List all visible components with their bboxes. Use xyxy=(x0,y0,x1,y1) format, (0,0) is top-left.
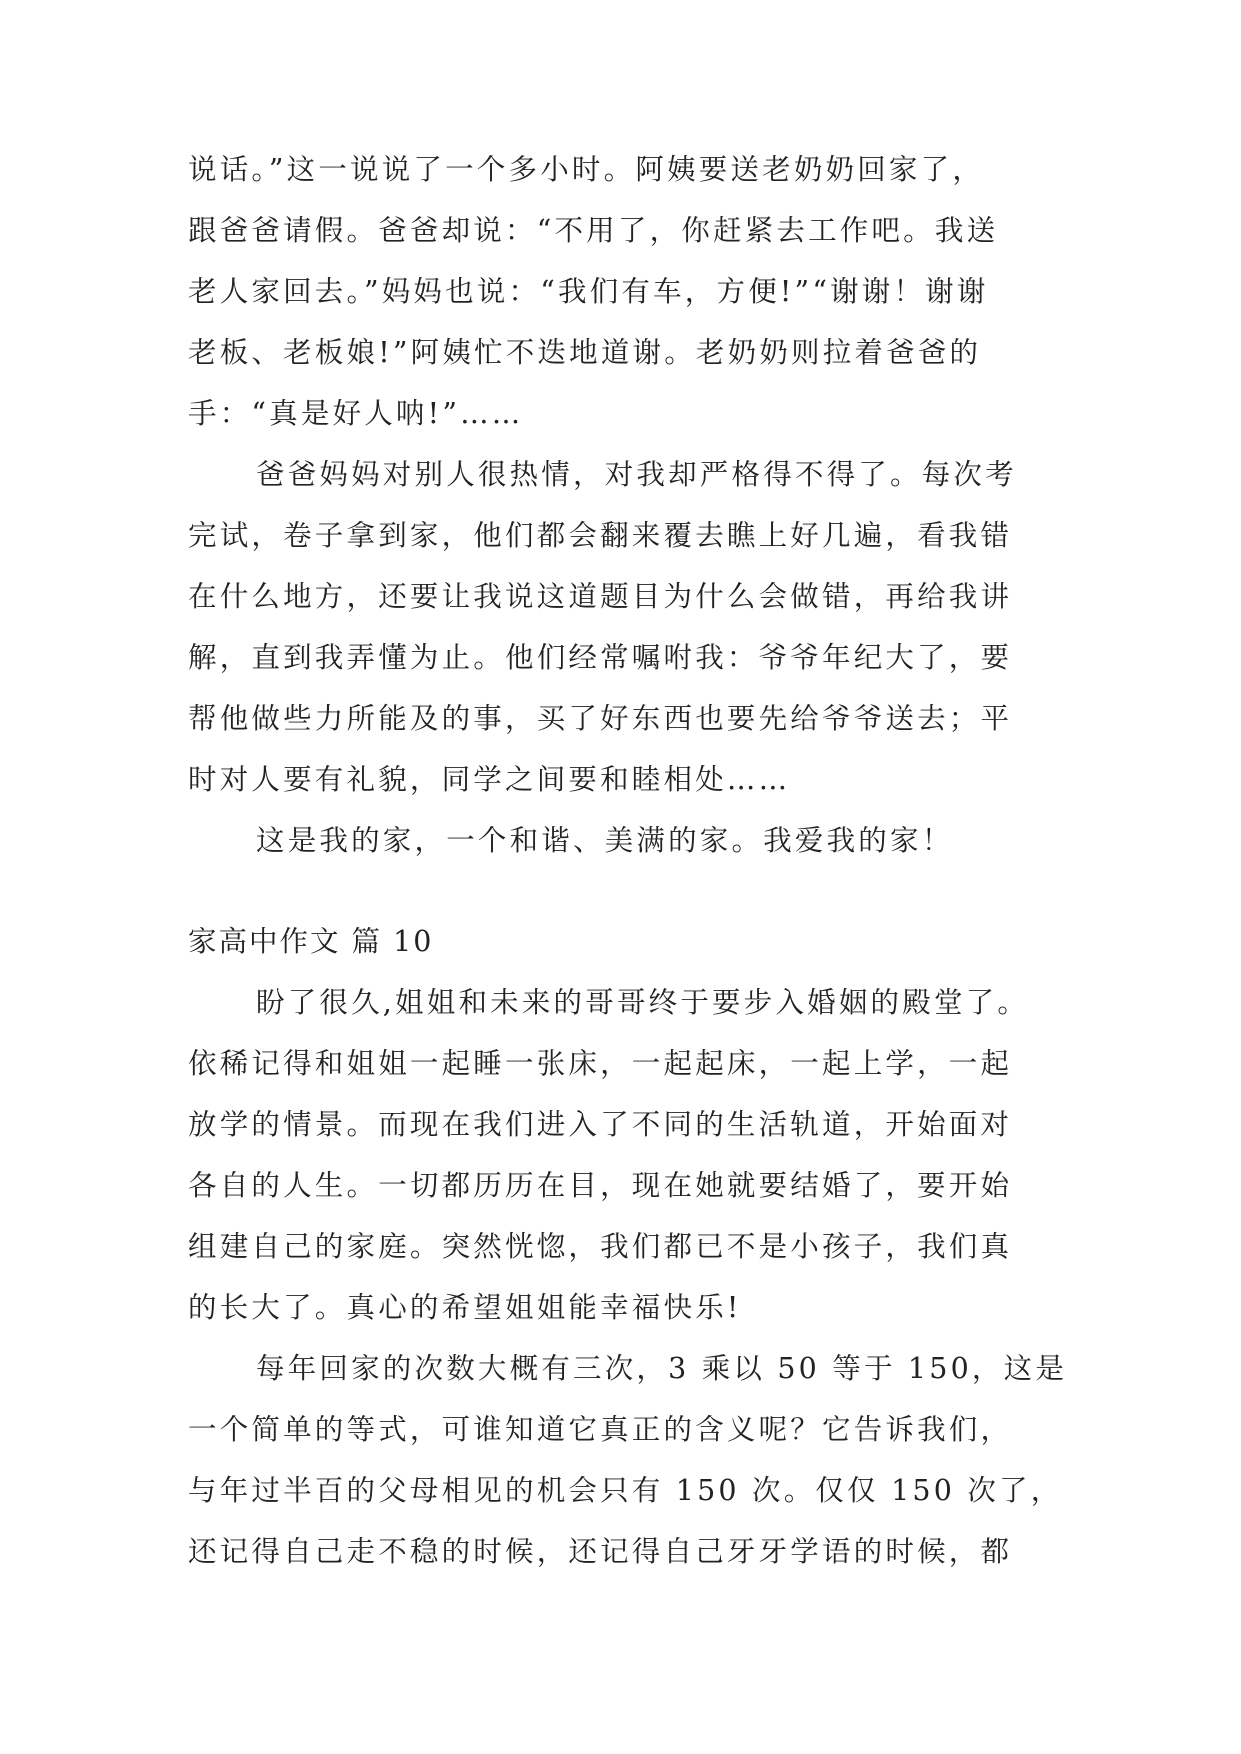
section-paragraph-2-line-4: 还记得自己走不稳的时候，还记得自己牙牙学语的时候，都 xyxy=(188,1535,1013,1568)
section-paragraph-2-line-1: 每年回家的次数大概有三次，3 乘以 50 等于 150，这是 xyxy=(256,1352,1068,1385)
paragraph-1-line-3: 老人家回去。”妈妈也说：“我们有车，方便!”“谢谢！谢谢 xyxy=(188,275,989,308)
paragraph-1-line-5: 手：“真是好人呐!”…… xyxy=(188,397,524,430)
paragraph-1-line-4: 老板、老板娘!”阿姨忙不迭地道谢。老奶奶则拉着爸爸的 xyxy=(188,336,982,369)
section-title: 家高中作文 篇 10 xyxy=(188,925,434,958)
section-paragraph-1-line-1: 盼了很久,姐姐和未来的哥哥终于要步入婚姻的殿堂了。 xyxy=(256,986,1030,1019)
paragraph-2-line-6: 时对人要有礼貌，同学之间要和睦相处…… xyxy=(188,763,791,796)
paragraph-3-line-1: 这是我的家，一个和谐、美满的家。我爱我的家！ xyxy=(256,824,954,857)
paragraph-2-line-3: 在什么地方，还要让我说这道题目为什么会做错，再给我讲 xyxy=(188,580,1013,613)
paragraph-2-line-1: 爸爸妈妈对别人很热情，对我却严格得不得了。每次考 xyxy=(256,458,1017,491)
section-paragraph-1-line-4: 各自的人生。一切都历历在目，现在她就要结婚了，要开始 xyxy=(188,1169,1013,1202)
section-paragraph-1-line-2: 依稀记得和姐姐一起睡一张床，一起起床，一起上学，一起 xyxy=(188,1047,1013,1080)
paragraph-2-line-4: 解，直到我弄懂为止。他们经常嘱咐我：爷爷年纪大了，要 xyxy=(188,641,1013,674)
section-paragraph-1-line-6: 的长大了。真心的希望姐姐能幸福快乐! xyxy=(188,1291,742,1324)
section-paragraph-2-line-3: 与年过半百的父母相见的机会只有 150 次。仅仅 150 次了， xyxy=(188,1474,1063,1507)
section-paragraph-2-line-2: 一个简单的等式，可谁知道它真正的含义呢？它告诉我们， xyxy=(188,1413,1013,1446)
paragraph-1-line-2: 跟爸爸请假。爸爸却说：“不用了，你赶紧去工作吧。我送 xyxy=(188,214,999,247)
paragraph-2-line-2: 完试，卷子拿到家，他们都会翻来覆去瞧上好几遍，看我错 xyxy=(188,519,1013,552)
paragraph-1-line-1: 说话。”这一说说了一个多小时。阿姨要送老奶奶回家了， xyxy=(188,153,985,186)
paragraph-2-line-5: 帮他做些力所能及的事，买了好东西也要先给爷爷送去；平 xyxy=(188,702,1013,735)
section-paragraph-1-line-3: 放学的情景。而现在我们进入了不同的生活轨道，开始面对 xyxy=(188,1108,1013,1141)
section-paragraph-1-line-5: 组建自己的家庭。突然恍惚，我们都已不是小孩子，我们真 xyxy=(188,1230,1013,1263)
